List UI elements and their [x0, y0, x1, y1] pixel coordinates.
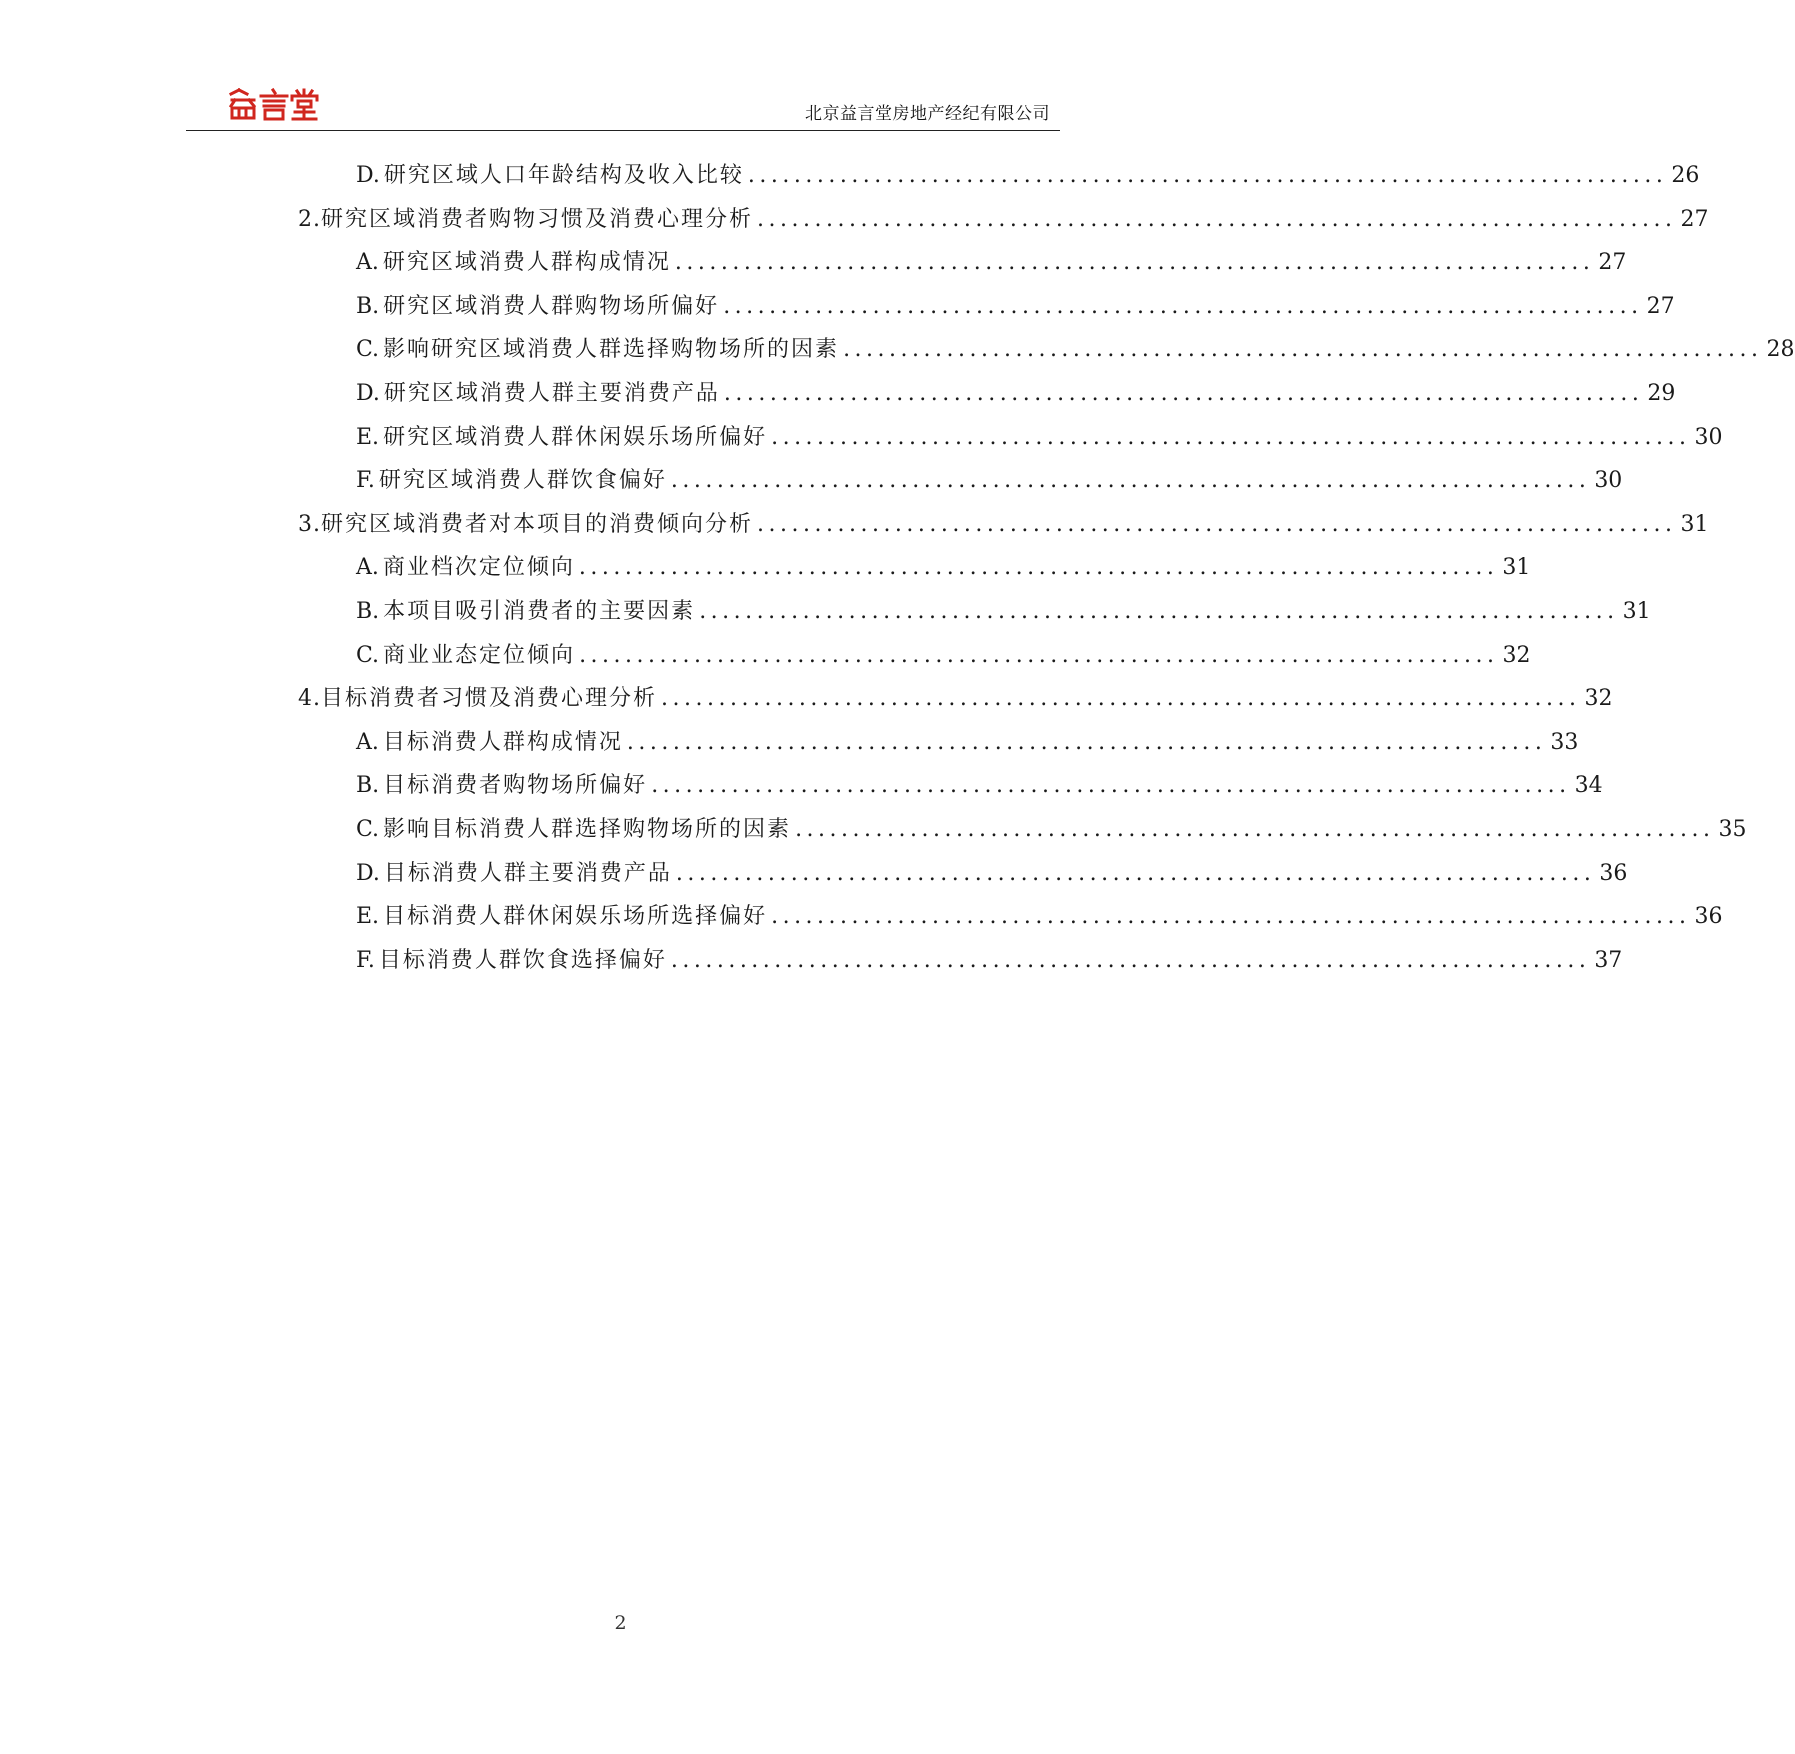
toc-entry-number: 2. — [298, 207, 321, 232]
toc-leader-dots: ................................................................................ — [723, 294, 1643, 319]
toc-entry-number: 3. — [298, 512, 321, 537]
toc-entry-page: 33 — [1550, 730, 1579, 755]
toc-entry-letter: D. — [356, 163, 380, 188]
toc-leader-dots: ................................................................................ — [699, 599, 1619, 624]
toc-entry-page: 36 — [1599, 861, 1628, 886]
toc-entry-title: 目标消费人群饮食选择偏好 — [378, 948, 667, 973]
toc-leader-dots: ................................................................................ — [843, 337, 1763, 362]
toc-entry-page: 32 — [1502, 643, 1531, 668]
toc-entry[interactable] — [298, 202, 1709, 232]
page-header — [186, 82, 1060, 131]
toc-leader-dots: ................................................................................ — [626, 730, 1547, 755]
toc-entry[interactable] — [356, 550, 1531, 580]
toc-entry-title: 研究区域消费人群购物场所偏好 — [383, 294, 720, 319]
toc-entry[interactable] — [356, 768, 1603, 798]
toc-entry-letter: A. — [356, 250, 379, 275]
toc-entry-title: 商业业态定位倾向 — [383, 643, 576, 668]
toc-entry-letter: B. — [356, 294, 380, 319]
toc-entry[interactable] — [356, 420, 1723, 450]
toc-entry-letter: F. — [356, 468, 375, 493]
toc-entry[interactable] — [356, 158, 1700, 188]
toc-entry-letter: C. — [356, 337, 380, 362]
toc-entry-page: 32 — [1584, 686, 1613, 711]
toc-entry-number: 4. — [298, 686, 321, 711]
toc-entry[interactable] — [356, 289, 1675, 319]
toc-entry-page: 28 — [1766, 337, 1795, 362]
toc-entry-title: 研究区域消费人群休闲娱乐场所偏好 — [383, 425, 768, 450]
toc-entry[interactable] — [356, 332, 1795, 362]
toc-entry-title: 研究区域消费人群主要消费产品 — [383, 381, 720, 406]
toc-entry[interactable] — [356, 943, 1623, 973]
toc-entry-letter: C. — [356, 817, 380, 842]
toc-entry-page: 30 — [1594, 468, 1623, 493]
toc-entry-letter: D. — [356, 381, 380, 406]
toc-entry-title: 本项目吸引消费者的主要因素 — [383, 599, 696, 624]
toc-entry[interactable] — [356, 594, 1651, 624]
toc-entry-title: 研究区域消费者对本项目的消费倾向分析 — [321, 512, 754, 537]
toc-leader-dots: ................................................................................ — [795, 817, 1715, 842]
toc-leader-dots: ................................................................................ — [661, 686, 1581, 711]
toc-leader-dots: ................................................................................ — [757, 512, 1677, 537]
toc-entry-letter: F. — [356, 948, 375, 973]
toc-leader-dots: ................................................................................ — [747, 163, 1668, 188]
toc-entry[interactable] — [356, 638, 1531, 668]
toc-leader-dots: ................................................................................ — [670, 468, 1591, 493]
toc-entry-page: 37 — [1594, 948, 1623, 973]
toc-entry[interactable] — [298, 507, 1709, 537]
toc-entry-page: 34 — [1574, 773, 1603, 798]
toc-entry[interactable] — [356, 245, 1627, 275]
company-name: 北京益言堂房地产经纪有限公司 — [805, 104, 1050, 124]
toc-entry-title: 目标消费者习惯及消费心理分析 — [321, 686, 658, 711]
toc-entry-page: 27 — [1598, 250, 1627, 275]
toc-leader-dots: ................................................................................ — [579, 643, 1499, 668]
toc-entry[interactable] — [356, 725, 1579, 755]
toc-entry-title: 目标消费人群构成情况 — [382, 730, 623, 755]
company-logo — [228, 88, 318, 122]
toc-leader-dots: ................................................................................ — [757, 207, 1677, 232]
toc-entry-title: 目标消费人群休闲娱乐场所选择偏好 — [383, 904, 768, 929]
toc-entry-page: 30 — [1694, 425, 1723, 450]
toc-leader-dots: ................................................................................ — [674, 250, 1595, 275]
toc-entry-letter: A. — [356, 555, 379, 580]
toc-entry-title: 目标消费者购物场所偏好 — [383, 773, 648, 798]
toc-leader-dots: ................................................................................ — [723, 381, 1644, 406]
toc-entry-page: 27 — [1646, 294, 1675, 319]
toc-entry-title: 目标消费人群主要消费产品 — [383, 861, 672, 886]
toc-entry-page: 31 — [1622, 599, 1651, 624]
toc-entry[interactable] — [356, 812, 1747, 842]
toc-entry-title: 研究区域消费人群构成情况 — [382, 250, 671, 275]
toc-entry-page: 31 — [1502, 555, 1531, 580]
toc-entry-page: 35 — [1718, 817, 1747, 842]
toc-entry-letter: E. — [356, 425, 380, 450]
toc-entry-letter: D. — [356, 861, 380, 886]
toc-entry[interactable] — [298, 681, 1613, 711]
toc-entry-title: 研究区域消费者购物习惯及消费心理分析 — [321, 207, 754, 232]
page-number: 2 — [614, 1612, 627, 1634]
toc-entry-letter: B. — [356, 599, 380, 624]
toc-entry-page: 31 — [1680, 512, 1709, 537]
toc-entry-letter: C. — [356, 643, 380, 668]
toc-entry-title: 影响目标消费人群选择购物场所的因素 — [383, 817, 792, 842]
toc-entry-page: 26 — [1671, 163, 1700, 188]
toc-entry-title: 研究区域消费人群饮食偏好 — [378, 468, 667, 493]
toc-leader-dots: ................................................................................ — [578, 555, 1499, 580]
toc-entry-page: 36 — [1694, 904, 1723, 929]
toc-entry[interactable] — [356, 899, 1723, 929]
toc-entry-title: 影响研究区域消费人群选择购物场所的因素 — [383, 337, 840, 362]
toc-entry[interactable] — [356, 463, 1623, 493]
toc-entry[interactable] — [356, 376, 1676, 406]
toc-leader-dots: ................................................................................ — [675, 861, 1596, 886]
toc-entry-letter: A. — [356, 730, 379, 755]
toc-entry-page: 27 — [1680, 207, 1709, 232]
toc-entry[interactable] — [356, 856, 1628, 886]
toc-leader-dots: ................................................................................ — [771, 425, 1691, 450]
toc-entry-title: 研究区域人口年龄结构及收入比较 — [383, 163, 744, 188]
toc-entry-title: 商业档次定位倾向 — [382, 555, 575, 580]
toc-leader-dots: ................................................................................ — [670, 948, 1591, 973]
toc-entry-letter: E. — [356, 904, 380, 929]
toc-leader-dots: ................................................................................ — [771, 904, 1691, 929]
toc-entry-letter: B. — [356, 773, 380, 798]
toc-entry-page: 29 — [1647, 381, 1676, 406]
toc-leader-dots: ................................................................................ — [651, 773, 1571, 798]
